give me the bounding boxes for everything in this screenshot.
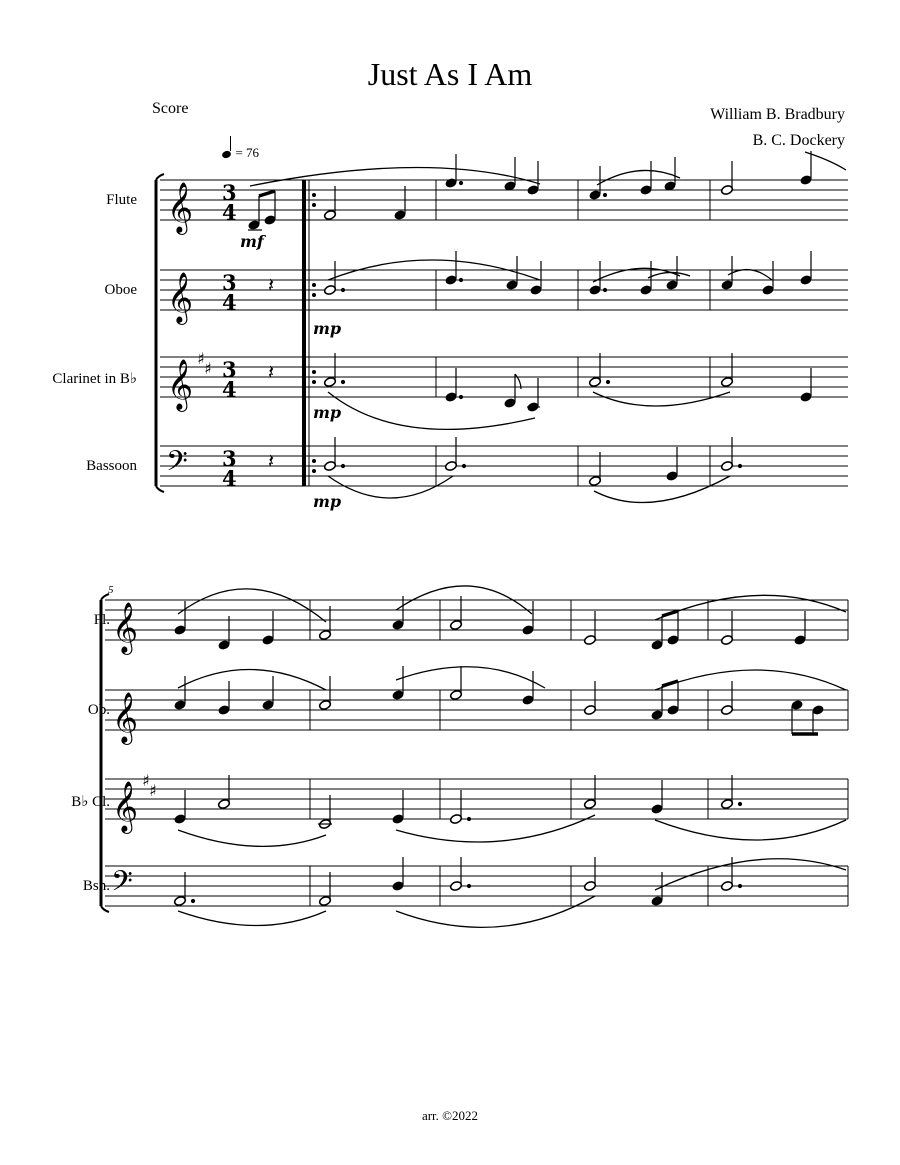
- bass-clef-icon: 𝄢: [111, 865, 133, 905]
- staff-flute-2: [105, 600, 848, 640]
- instrument-name-flute: Flute: [106, 192, 137, 208]
- svg-text:3: 3: [222, 357, 237, 382]
- dynamic-bassoon: mp: [313, 492, 342, 511]
- staff-flute: [160, 180, 848, 220]
- treble-clef-icon: 𝄞: [167, 272, 194, 323]
- svg-text:3: 3: [222, 180, 237, 205]
- measure-number: 5: [108, 584, 114, 596]
- staff-clarinet: [160, 357, 848, 397]
- treble-clef-icon: 𝄞: [112, 692, 139, 743]
- staff-clarinet-2: [105, 779, 848, 819]
- staves-system-2: [101, 594, 848, 912]
- treble-clef-icon: 𝄞: [112, 602, 139, 653]
- instrument-abbrev-flute: Fl.: [93, 612, 110, 628]
- repeat-dots: [312, 193, 316, 473]
- svg-text:4: 4: [222, 200, 237, 225]
- svg-text:3: 3: [222, 270, 237, 295]
- dynamic-oboe: mp: [313, 319, 342, 338]
- sharp-icon: ♯: [197, 349, 205, 368]
- treble-clef-icon: 𝄞: [112, 781, 139, 832]
- bass-clef-icon: 𝄢: [166, 445, 188, 485]
- score-title: Just As I Am: [367, 56, 533, 92]
- rests: [268, 273, 274, 473]
- staves-system-1: [156, 174, 848, 492]
- instrument-abbrev-oboe: Ob.: [87, 702, 110, 718]
- instrument-abbrev-bassoon: Bsn.: [82, 878, 110, 894]
- svg-text:4: 4: [222, 377, 237, 402]
- dynamic-flute: mf: [240, 232, 264, 251]
- instrument-name-clarinet: Clarinet in B♭: [52, 371, 137, 387]
- svg-text:4: 4: [222, 466, 237, 491]
- treble-clef-icon: 𝄞: [167, 182, 194, 233]
- treble-clef-icon: 𝄞: [167, 359, 194, 410]
- copyright-footer: arr. ©2022: [421, 1108, 479, 1123]
- dynamic-clarinet: mp: [313, 403, 342, 422]
- quarter-rest-icon: 𝄽: [268, 360, 275, 384]
- notes-system-2: [173, 596, 824, 906]
- staff-bassoon-2: [105, 866, 848, 906]
- instrument-abbrev-clarinet: B♭ Cl.: [71, 794, 110, 810]
- time-signatures: [222, 180, 237, 491]
- composer-credit: William B. Bradbury: [710, 106, 845, 123]
- sharp-icon: ♯: [142, 771, 150, 790]
- staff-oboe: [160, 270, 848, 310]
- sharp-icon: ♯: [149, 781, 157, 800]
- svg-text:3: 3: [222, 446, 237, 471]
- svg-text:4: 4: [222, 290, 237, 315]
- arranger-credit: B. C. Dockery: [752, 132, 845, 149]
- instrument-name-bassoon: Bassoon: [86, 458, 137, 474]
- score-label: Score: [152, 100, 189, 117]
- tempo-text: = 76: [235, 145, 260, 160]
- quarter-rest-icon: 𝄽: [268, 449, 275, 473]
- notes-system-1: [248, 151, 812, 486]
- quarter-rest-icon: 𝄽: [268, 273, 275, 297]
- staff-oboe-2: [105, 690, 848, 730]
- slurs-system-1: [250, 152, 846, 503]
- instrument-name-oboe: Oboe: [104, 282, 137, 298]
- sharp-icon: ♯: [204, 359, 212, 378]
- staff-bassoon: [160, 446, 848, 486]
